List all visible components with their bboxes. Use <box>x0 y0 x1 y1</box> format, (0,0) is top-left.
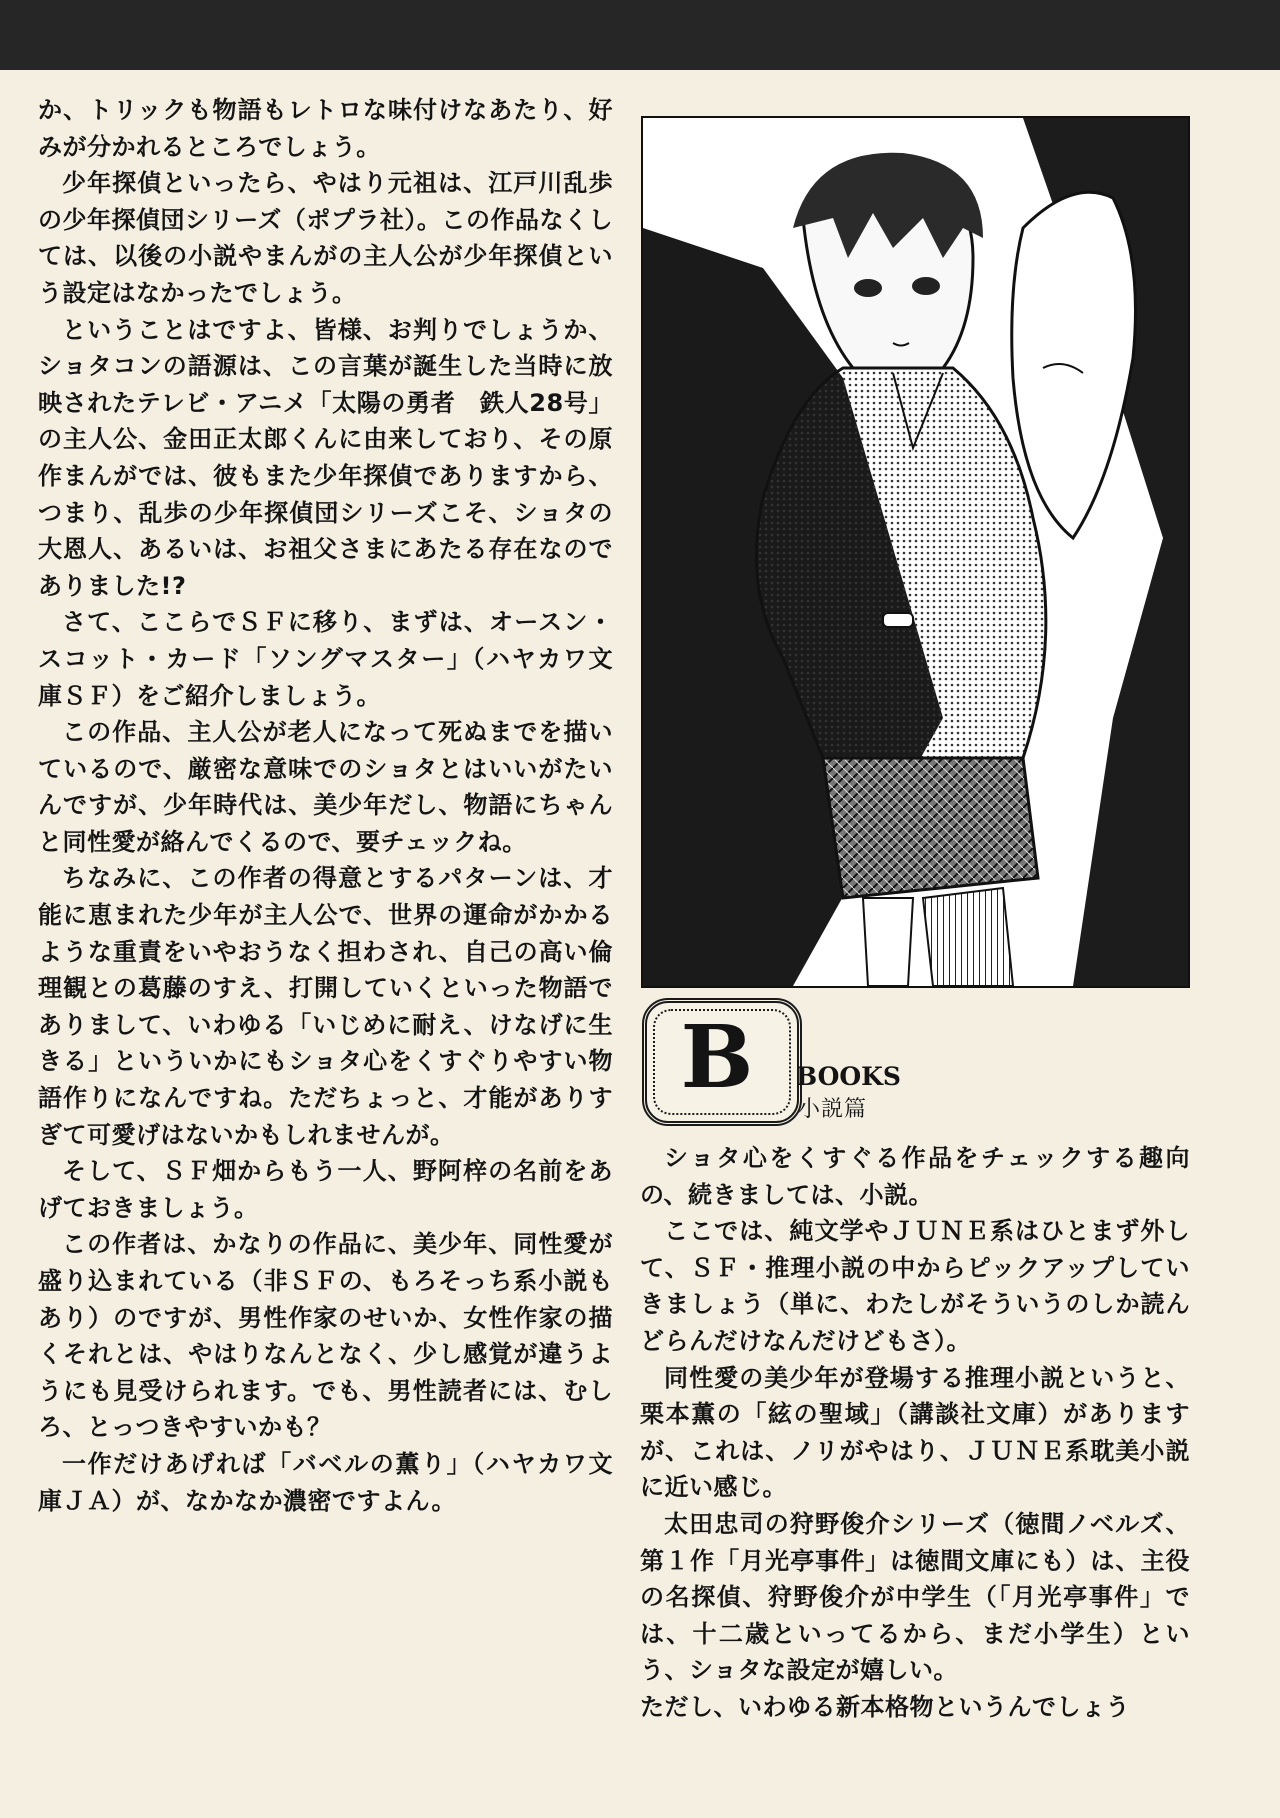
manga-illustration <box>641 116 1190 988</box>
paragraph: そして、ＳＦ畑からもう一人、野阿梓の名前をあげておきましょう。 <box>38 1157 613 1222</box>
paragraph: か、トリックも物語もレトロな味付けなあたり、好みが分かれるところでしょう。 <box>38 96 613 161</box>
paragraph: ここでは、純文学やＪＵＮＥ系はひとまず外して、ＳＦ・推理小説の中からピックアップしていきましょう（単に、わたしがそういうのしか読んどらんだけなんだけどもさ）。 <box>640 1217 1190 1355</box>
paragraph: 一作だけあげれば「バベルの薫り」（ハヤカワ文庫ＪＡ）が、なかなか濃密ですよん。 <box>38 1449 613 1515</box>
paragraph: ちなみに、この作者の得意とするパターンは、才能に恵まれた少年が主人公で、世界の運命がかかるような重責をいやおうなく担わされ、自己の高い倫理観との葛藤のすえ、打開していくといった物語でありまして、いわゆる「いじめに耐え、けなげに生きる」といういかにもショタ心をくすぐりやすい物語作りになんですね。ただちょっと、才能がありすぎて可愛げはないかもしれませんが。 <box>38 864 613 1149</box>
paragraph: さて、ここらでＳＦに移り、まずは、オースン・スコット・カード「ソングマスター」（ハヤカワ文庫ＳＦ）をご紹介しましょう。 <box>38 608 613 710</box>
section-title-en: BOOKS <box>796 1062 901 1091</box>
paragraph: 太田忠司の狩野俊介シリーズ（徳間ノベルズ、第１作「月光亭事件」は徳間文庫にも）は、主役の名探偵、狩野俊介が中学生（「月光亭事件」では、十二歳といってるから、まだ小学生）という、ショタな設定が嬉しい。 <box>640 1509 1190 1685</box>
paragraph: この作者は、かなりの作品に、美少年、同性愛が盛り込まれている（非ＳＦの、もろそっち系小説もあり）のですが、男性作家のせいか、女性作家の描くそれとは、やはりなんとなく、少し感覚が違うようにも見受けられます。でも、男性読者には、むしろ、とっつきやすいかも？ <box>38 1230 613 1442</box>
section-header <box>642 998 962 1130</box>
paragraph: 少年探偵といったら、やはり元祖は、江戸川乱歩の少年探偵団シリーズ（ポプラ社）。この作品なくしては、以後の小説やまんがの主人公が少年探偵という設定はなかったでしょう。 <box>38 169 613 307</box>
left-text-column <box>38 92 613 1519</box>
top-bar <box>0 0 1280 70</box>
right-text-column <box>640 1140 1190 1726</box>
paragraph: ということはですよ、皆様、お判りでしょうか、ショタコンの語源は、この言葉が誕生した当時に放映されたテレビ・アニメ「太陽の勇者 鉄人28号」の主人公、金田正太郎くんに由来しており、その原作まんがでは、彼もまた少年探偵でありますから、つまり、乱歩の少年探偵団シリーズこそ、ショタの大恩人、あるいは、お祖父さまにあたる存在なのでありました!? <box>38 315 613 600</box>
paragraph: ただし、いわゆる新本格物というんでしょう <box>640 1692 1130 1721</box>
paragraph: 同性愛の美少年が登場する推理小説というと、栗本薫の「絃の聖域」（講談社文庫）がありますが、これは、ノリがやはり、ＪＵＮＥ系耽美小説に近い感じ。 <box>640 1363 1190 1502</box>
paragraph: ショタ心をくすぐる作品をチェックする趣向の、続きましては、小説。 <box>640 1144 1190 1209</box>
section-letter: B <box>680 1007 754 1108</box>
paragraph: この作品、主人公が老人になって死ぬまでを描いているので、厳密な意味でのショタとはいいがたいんですが、少年時代は、美少年だし、物語にちゃんと同性愛が絡んでくるので、要チェックね。 <box>38 718 613 856</box>
section-title-jp: 小説篇 <box>798 1097 868 1122</box>
